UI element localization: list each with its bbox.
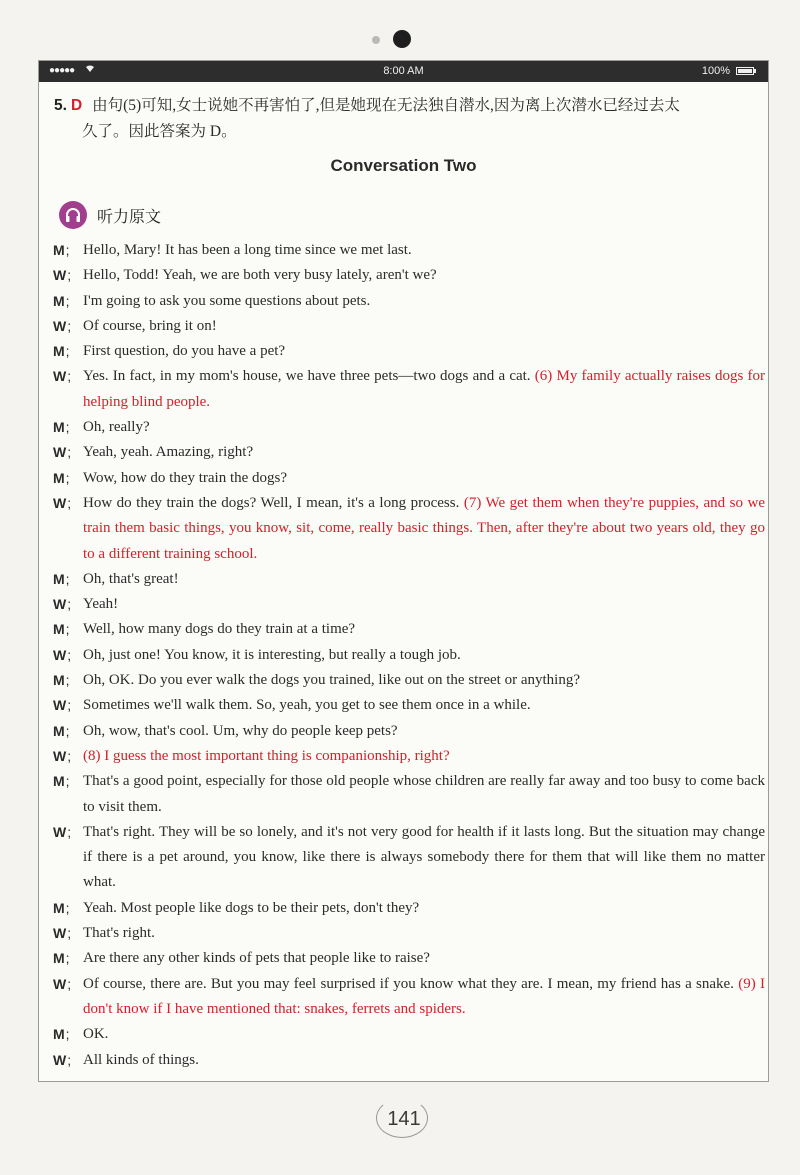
- utterance: [83, 668, 765, 693]
- transcript-line: [53, 238, 765, 263]
- transcript-line: [53, 289, 765, 314]
- utterance-text: That's a good point, especially for those old people whose children are really far away and too busy to come back to visit them.: [83, 773, 765, 815]
- transcript-line: [53, 1022, 765, 1047]
- utterance: [83, 896, 765, 921]
- speaker-label: M ;: [53, 1022, 70, 1047]
- utterance-text: Yes. In fact, in my mom's house, we have three pets—two dogs and a cat.: [83, 368, 535, 385]
- speaker-label: W ;: [53, 440, 71, 465]
- speaker-label: W ;: [53, 820, 71, 845]
- status-time: 8:00 AM: [383, 65, 424, 77]
- transcript-line: [53, 617, 765, 642]
- utterance-text: How do they train the dogs? Well, I mean, it's a long process.: [83, 494, 464, 511]
- speaker-label: M ;: [53, 668, 70, 693]
- transcript-line: [53, 769, 765, 820]
- page-content: [39, 83, 768, 1081]
- utterance-text: Of course, bring it on!: [83, 317, 217, 334]
- speaker-label: W ;: [53, 693, 71, 718]
- tablet-camera: [370, 30, 430, 50]
- transcript-line: [53, 415, 765, 440]
- transcript-line: [53, 567, 765, 592]
- battery-percent: 100%: [701, 65, 730, 77]
- signal-icon: ●●●●●: [49, 65, 75, 76]
- utterance-text: Oh, just one! You know, it is interesting, but really a tough job.: [83, 646, 461, 663]
- speaker-label: W ;: [53, 1048, 71, 1073]
- answer-highlight: (7) We get them when they're puppies, and so we train them basic things, you know, sit, come, really basic things. Then, after they're about two years old, they go to a different training school.: [83, 494, 765, 562]
- utterance-text: Yeah, yeah. Amazing, right?: [83, 444, 254, 461]
- utterance-text: Are there any other kinds of pets that people like to raise?: [83, 950, 430, 967]
- speaker-label: W ;: [53, 491, 71, 516]
- transcript-line: [53, 263, 765, 288]
- utterance-text: OK.: [83, 1026, 109, 1043]
- utterance: [83, 643, 765, 668]
- utterance-text: That's right.: [83, 925, 155, 942]
- utterance: [83, 415, 765, 440]
- transcript-line: [53, 491, 765, 567]
- conversation-title: Conversation Two: [330, 156, 477, 175]
- transcript-line: [53, 972, 765, 1023]
- utterance: [83, 364, 765, 415]
- speaker-label: M ;: [53, 415, 70, 440]
- speaker-label: W ;: [53, 592, 71, 617]
- utterance: [83, 617, 765, 642]
- utterance-text: First question, do you have a pet?: [83, 343, 286, 360]
- headphones-icon: [59, 201, 87, 229]
- transcript-line: [53, 693, 765, 718]
- utterance: [83, 921, 765, 946]
- speaker-label: M ;: [53, 617, 70, 642]
- speaker-label: M ;: [53, 289, 70, 314]
- page-number: 141: [387, 1108, 421, 1130]
- utterance: [83, 567, 765, 592]
- speaker-label: W ;: [53, 314, 71, 339]
- utterance-text: Oh, wow, that's cool. Um, why do people keep pets?: [83, 722, 398, 739]
- battery-icon: [736, 67, 754, 75]
- explanation-line-2: 久了。因此答案为 D。: [82, 123, 237, 140]
- utterance-text: Of course, there are. But you may feel surprised if you know what they are. I mean, my friend has a snake.: [83, 975, 739, 992]
- transcript-line: [53, 896, 765, 921]
- utterance: [83, 972, 765, 1023]
- speaker-label: W ;: [53, 643, 71, 668]
- speaker-label: M ;: [53, 719, 70, 744]
- speaker-label: W ;: [53, 921, 71, 946]
- utterance: [83, 339, 765, 364]
- utterance: [83, 719, 765, 744]
- transcript-line: [53, 364, 765, 415]
- utterance-text: Hello, Todd! Yeah, we are both very busy lately, aren't we?: [83, 267, 437, 284]
- answer-explanation-5: [54, 93, 754, 145]
- tablet-screen: [38, 60, 769, 1082]
- transcript-line: [53, 440, 765, 465]
- utterance-text: Yeah. Most people like dogs to be their pets, don't they?: [83, 899, 420, 916]
- transcript-line: [53, 921, 765, 946]
- utterance-text: Oh, that's great!: [83, 570, 179, 587]
- utterance: [83, 744, 765, 769]
- transcript: [53, 238, 765, 1073]
- utterance: [83, 238, 765, 263]
- utterance: [83, 466, 765, 491]
- utterance-text: Oh, really?: [83, 419, 150, 436]
- transcript-line: [53, 592, 765, 617]
- speaker-label: M ;: [53, 946, 70, 971]
- utterance: [83, 1048, 765, 1073]
- page-number-badge: [374, 1098, 434, 1144]
- utterance: [83, 491, 765, 567]
- utterance-text: Oh, OK. Do you ever walk the dogs you trained, like out on the street or anything?: [83, 672, 580, 689]
- answer-highlight: (9) I don't know if I have mentioned that: snakes, ferrets and spiders.: [83, 975, 765, 1017]
- utterance-text: That's right. They will be so lonely, and it's not very good for health if it lasts long. But the situation may change if there is a pet around, you know, like there is always somebody there for them that will like them no matter what.: [83, 823, 765, 891]
- utterance: [83, 693, 765, 718]
- transcript-line: [53, 946, 765, 971]
- utterance: [83, 289, 765, 314]
- speaker-label: M ;: [53, 896, 70, 921]
- question-number: 5.: [54, 97, 67, 114]
- speaker-label: W ;: [53, 744, 71, 769]
- transcript-line: [53, 339, 765, 364]
- utterance-text: Yeah!: [83, 596, 119, 613]
- camera-sensor: [372, 36, 380, 44]
- speaker-label: M ;: [53, 466, 70, 491]
- utterance: [83, 314, 765, 339]
- answer-highlight: (6) My family actually raises dogs for helping blind people.: [83, 368, 765, 410]
- transcript-line: [53, 643, 765, 668]
- transcript-line: [53, 1048, 765, 1073]
- utterance-text: Hello, Mary! It has been a long time since we met last.: [83, 242, 412, 258]
- answer-highlight: (8) I guess the most important thing is companionship, right?: [83, 747, 450, 764]
- utterance: [83, 263, 765, 288]
- utterance: [83, 1022, 765, 1047]
- utterance-text: I'm going to ask you some questions about pets.: [83, 292, 371, 309]
- utterance-text: Wow, how do they train the dogs?: [83, 469, 288, 486]
- utterance-text: Well, how many dogs do they train at a time?: [83, 621, 356, 638]
- utterance-text: All kinds of things.: [83, 1051, 199, 1068]
- speaker-label: W ;: [53, 364, 71, 389]
- transcript-line: [53, 820, 765, 896]
- transcript-line: [53, 314, 765, 339]
- section-label: 听力原文: [97, 207, 162, 226]
- utterance: [83, 820, 765, 896]
- speaker-label: W ;: [53, 263, 71, 288]
- camera-lens: [393, 30, 411, 48]
- transcript-line: [53, 668, 765, 693]
- speaker-label: M ;: [53, 769, 70, 794]
- speaker-label: M ;: [53, 339, 70, 364]
- answer-letter: D: [70, 97, 83, 114]
- utterance: [83, 440, 765, 465]
- utterance: [83, 946, 765, 971]
- transcript-line: [53, 719, 765, 744]
- transcript-line: [53, 466, 765, 491]
- speaker-label: W ;: [53, 972, 71, 997]
- utterance: [83, 592, 765, 617]
- utterance-text: Sometimes we'll walk them. So, yeah, you get to see them once in a while.: [83, 697, 531, 714]
- transcript-line: [53, 744, 765, 769]
- utterance: [83, 769, 765, 820]
- explanation-line-1: 由句(5)可知,女士说她不再害怕了,但是她现在无法独自潜水,因为离上次潜水已经过去太: [92, 97, 680, 114]
- status-bar: [39, 61, 768, 82]
- speaker-label: M ;: [53, 238, 70, 263]
- speaker-label: M ;: [53, 567, 70, 592]
